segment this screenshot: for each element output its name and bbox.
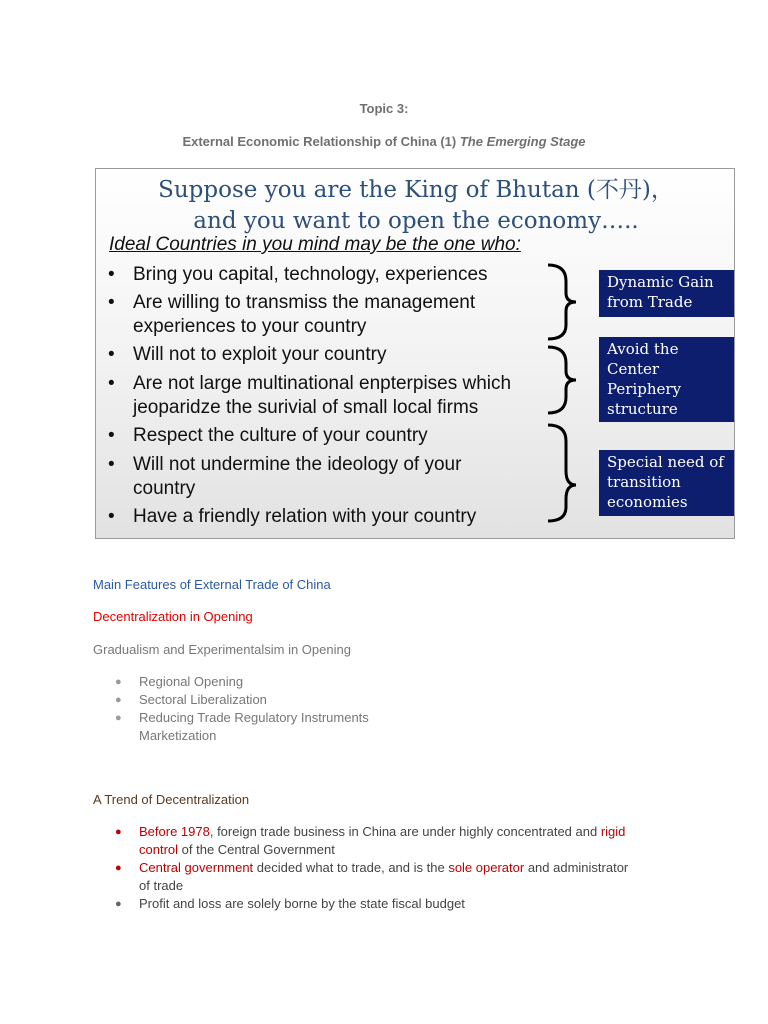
slide-bullet: • Are willing to transmiss the management experiences to your country: [108, 292, 476, 337]
list-item: ● Reducing Trade Regulatory Instruments: [115, 710, 369, 725]
slide-bullet: • Will not undermine the ideology of your country: [108, 454, 462, 499]
slide-bullet: • Bring you capital, technology, experiences: [108, 264, 488, 285]
brace-icon: [544, 169, 584, 539]
slide-ideal-heading: Ideal Countries in you mind may be the one who:: [109, 234, 521, 255]
list-item: ● Before 1978, foreign trade business in China are under highly concentrated and rigid control of the Central Government: [115, 824, 626, 857]
subtitle-main: External Economic Relationship of China (1): [182, 134, 457, 149]
bullet-icon: ●: [115, 694, 122, 706]
bullet-dot-icon: •: [108, 506, 115, 527]
slide-bullet: • Have a friendly relation with your country: [108, 506, 477, 527]
bullet-dot-icon: •: [108, 292, 115, 313]
list-item: ● Central government decided what to trade, and is the sole operator and administrator of trade: [115, 860, 629, 893]
bullet-icon: ●: [115, 676, 122, 688]
slide-image: [95, 168, 735, 539]
gradualism-list: [113, 673, 369, 745]
bullet-icon: ●: [115, 712, 122, 724]
topic-heading: Topic 3:: [359, 101, 409, 116]
section-trend: A Trend of Decentralization: [93, 792, 250, 807]
bullet-dot-icon: •: [108, 344, 115, 365]
bullet-icon: ●: [115, 898, 122, 910]
list-item: ● Sectoral Liberalization: [115, 692, 267, 707]
section-gradualism: Gradualism and Experimentalsim in Opening: [93, 642, 351, 657]
slide-bullet: • Respect the culture of your country: [108, 425, 428, 446]
bullet-icon: ●: [115, 862, 122, 874]
slide-title-line-1: Suppose you are the King of Bhutan (不丹)，: [158, 177, 674, 203]
concept-box-dynamic-gain: Dynamic Gain from Trade: [599, 270, 734, 317]
bullet-icon: ●: [115, 826, 122, 838]
list-item: ● Regional Opening: [115, 674, 244, 689]
section-decentralization: Decentralization in Opening: [93, 609, 253, 624]
bullet-dot-icon: •: [108, 373, 115, 394]
trend-list: [113, 823, 699, 913]
slide-bullet: • Are not large multinational enpterpises which jeoparidze the surivial of small local firms: [108, 373, 512, 418]
bullet-dot-icon: •: [108, 264, 115, 285]
list-item: ● Profit and loss are solely borne by the state fiscal budget: [115, 896, 465, 911]
brace-icon: [548, 265, 576, 339]
slide-bullet: • Will not to exploit your country: [108, 344, 387, 365]
slide-title-line-2: and you want to open the economy…..: [193, 208, 639, 234]
concept-box-transition: Special need of transition economies: [599, 450, 734, 516]
bullet-dot-icon: •: [108, 425, 115, 446]
list-item: Marketization: [139, 728, 217, 743]
concept-box-center-periphery: Avoid the Center Periphery structure: [599, 337, 734, 422]
subtitle-italic: The Emerging Stage: [459, 134, 586, 149]
bullet-dot-icon: •: [108, 454, 115, 475]
brace-icon: [548, 425, 576, 521]
brace-icon: [548, 347, 576, 413]
section-main-features: Main Features of External Trade of China: [93, 577, 331, 592]
document-subtitle: [0, 134, 768, 149]
